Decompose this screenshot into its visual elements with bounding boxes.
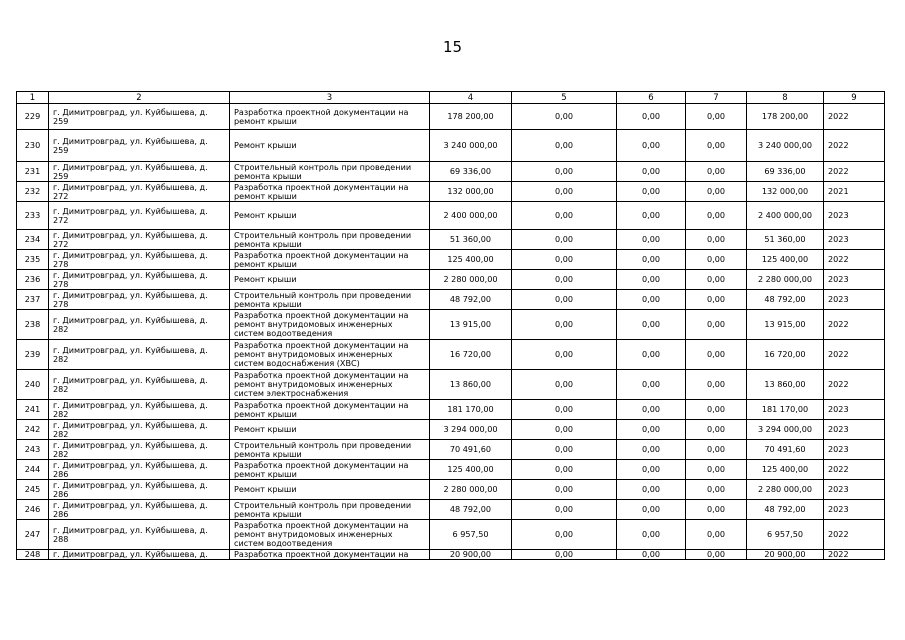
amount-col7-cell: 0,00 [686,400,747,420]
table-row [17,130,885,162]
header-cell: 8 [747,92,824,104]
amount-col4-cell: 48 792,00 [430,500,512,520]
amount-col5-cell: 0,00 [512,182,617,202]
amount-col7-cell: 0,00 [686,130,747,162]
year-cell: 2022 [824,370,885,400]
amount-col4-cell: 132 000,00 [430,182,512,202]
amount-col6-cell: 0,00 [617,440,686,460]
table-row [17,550,885,560]
amount-col7-cell: 0,00 [686,440,747,460]
amount-col7-cell: 0,00 [686,250,747,270]
year-cell: 2022 [824,550,885,560]
amount-col4-cell: 48 792,00 [430,290,512,310]
header-cell: 7 [686,92,747,104]
amount-col8-cell: 3 294 000,00 [747,420,824,440]
address-cell: г. Димитровград, ул. Куйбышева, д. 272 [49,182,230,202]
amount-col6-cell: 0,00 [617,520,686,550]
amount-col6-cell: 0,00 [617,370,686,400]
address-cell: г. Димитровград, ул. Куйбышева, д. 286 [49,500,230,520]
work-type-cell: Строительный контроль при проведении ремонта крыши [230,290,430,310]
header-cell: 2 [49,92,230,104]
table-row [17,310,885,340]
year-cell: 2023 [824,290,885,310]
work-type-cell: Разработка проектной документации на ремонт крыши [230,182,430,202]
amount-col4-cell: 69 336,00 [430,162,512,182]
table-row [17,182,885,202]
amount-col4-cell: 181 170,00 [430,400,512,420]
row-number-cell: 246 [17,500,49,520]
amount-col5-cell: 0,00 [512,104,617,130]
amount-col8-cell: 16 720,00 [747,340,824,370]
address-cell: г. Димитровград, ул. Куйбышева, д. 282 [49,420,230,440]
amount-col8-cell: 13 915,00 [747,310,824,340]
table-row [17,400,885,420]
amount-col7-cell: 0,00 [686,290,747,310]
amount-col4-cell: 70 491,60 [430,440,512,460]
work-type-cell: Ремонт крыши [230,130,430,162]
header-cell: 6 [617,92,686,104]
row-number-cell: 244 [17,460,49,480]
year-cell: 2022 [824,104,885,130]
amount-col8-cell: 2 400 000,00 [747,202,824,230]
amount-col8-cell: 132 000,00 [747,182,824,202]
amount-col4-cell: 2 280 000,00 [430,480,512,500]
work-type-cell: Строительный контроль при проведении ремонта крыши [230,440,430,460]
work-type-cell: Разработка проектной документации на ремонт внутридомовых инженерных систем водоснабжения (ХВС) [230,340,430,370]
amount-col5-cell: 0,00 [512,250,617,270]
amount-col4-cell: 6 957,50 [430,520,512,550]
row-number-cell: 240 [17,370,49,400]
row-number-cell: 239 [17,340,49,370]
amount-col5-cell: 0,00 [512,270,617,290]
amount-col5-cell: 0,00 [512,460,617,480]
table-row [17,370,885,400]
amount-col8-cell: 178 200,00 [747,104,824,130]
amount-col6-cell: 0,00 [617,290,686,310]
amount-col6-cell: 0,00 [617,230,686,250]
address-cell: г. Димитровград, ул. Куйбышева, д. 282 [49,370,230,400]
row-number-cell: 248 [17,550,49,560]
amount-col5-cell: 0,00 [512,480,617,500]
year-cell: 2022 [824,460,885,480]
table-row [17,250,885,270]
year-cell: 2023 [824,202,885,230]
amount-col7-cell: 0,00 [686,104,747,130]
amount-col8-cell: 6 957,50 [747,520,824,550]
amount-col8-cell: 51 360,00 [747,230,824,250]
header-cell: 3 [230,92,430,104]
work-type-cell: Разработка проектной документации на [230,550,430,560]
amount-col7-cell: 0,00 [686,202,747,230]
work-type-cell: Ремонт крыши [230,480,430,500]
row-number-cell: 236 [17,270,49,290]
work-type-cell: Ремонт крыши [230,420,430,440]
amount-col8-cell: 2 280 000,00 [747,480,824,500]
amount-col7-cell: 0,00 [686,162,747,182]
amount-col5-cell: 0,00 [512,162,617,182]
amount-col4-cell: 2 400 000,00 [430,202,512,230]
amount-col6-cell: 0,00 [617,480,686,500]
header-cell: 9 [824,92,885,104]
work-type-cell: Разработка проектной документации на ремонт внутридомовых инженерных систем водоотведения [230,310,430,340]
amount-col4-cell: 125 400,00 [430,250,512,270]
row-number-cell: 231 [17,162,49,182]
address-cell: г. Димитровград, ул. Куйбышева, д. 282 [49,400,230,420]
year-cell: 2023 [824,420,885,440]
work-type-cell: Строительный контроль при проведении ремонта крыши [230,230,430,250]
table-row [17,162,885,182]
year-cell: 2022 [824,520,885,550]
table-row [17,480,885,500]
amount-col7-cell: 0,00 [686,420,747,440]
amount-col6-cell: 0,00 [617,550,686,560]
row-number-cell: 238 [17,310,49,340]
year-cell: 2023 [824,480,885,500]
amount-col5-cell: 0,00 [512,130,617,162]
capital-repair-table [16,91,885,560]
table-row [17,202,885,230]
row-number-cell: 242 [17,420,49,440]
address-cell: г. Димитровград, ул. Куйбышева, д. 259 [49,104,230,130]
amount-col6-cell: 0,00 [617,182,686,202]
header-cell: 4 [430,92,512,104]
amount-col7-cell: 0,00 [686,370,747,400]
table-row [17,500,885,520]
amount-col8-cell: 70 491,60 [747,440,824,460]
year-cell: 2023 [824,400,885,420]
amount-col7-cell: 0,00 [686,310,747,340]
row-number-cell: 233 [17,202,49,230]
table-row [17,104,885,130]
table-row [17,340,885,370]
amount-col4-cell: 51 360,00 [430,230,512,250]
address-cell: г. Димитровград, ул. Куйбышева, д. [49,550,230,560]
year-cell: 2023 [824,440,885,460]
amount-col5-cell: 0,00 [512,500,617,520]
table-row [17,270,885,290]
amount-col6-cell: 0,00 [617,500,686,520]
year-cell: 2022 [824,340,885,370]
amount-col7-cell: 0,00 [686,340,747,370]
address-cell: г. Димитровград, ул. Куйбышева, д. 282 [49,310,230,340]
row-number-cell: 234 [17,230,49,250]
amount-col7-cell: 0,00 [686,182,747,202]
amount-col5-cell: 0,00 [512,340,617,370]
amount-col5-cell: 0,00 [512,370,617,400]
year-cell: 2022 [824,250,885,270]
address-cell: г. Димитровград, ул. Куйбышева, д. 282 [49,340,230,370]
amount-col8-cell: 20 900,00 [747,550,824,560]
amount-col5-cell: 0,00 [512,550,617,560]
row-number-cell: 230 [17,130,49,162]
amount-col4-cell: 3 294 000,00 [430,420,512,440]
header-cell: 1 [17,92,49,104]
amount-col4-cell: 16 720,00 [430,340,512,370]
address-cell: г. Димитровград, ул. Куйбышева, д. 278 [49,270,230,290]
amount-col8-cell: 69 336,00 [747,162,824,182]
row-number-cell: 235 [17,250,49,270]
amount-col8-cell: 2 280 000,00 [747,270,824,290]
amount-col8-cell: 3 240 000,00 [747,130,824,162]
amount-col6-cell: 0,00 [617,420,686,440]
address-cell: г. Димитровград, ул. Куйбышева, д. 286 [49,460,230,480]
amount-col8-cell: 48 792,00 [747,500,824,520]
amount-col4-cell: 20 900,00 [430,550,512,560]
amount-col5-cell: 0,00 [512,520,617,550]
header-cell: 5 [512,92,617,104]
work-type-cell: Строительный контроль при проведении ремонта крыши [230,500,430,520]
address-cell: г. Димитровград, ул. Куйбышева, д. 286 [49,480,230,500]
amount-col6-cell: 0,00 [617,310,686,340]
table-row [17,420,885,440]
work-type-cell: Разработка проектной документации на ремонт крыши [230,460,430,480]
amount-col7-cell: 0,00 [686,230,747,250]
amount-col6-cell: 0,00 [617,162,686,182]
amount-col7-cell: 0,00 [686,460,747,480]
table-row [17,440,885,460]
work-type-cell: Ремонт крыши [230,202,430,230]
amount-col8-cell: 125 400,00 [747,460,824,480]
work-type-cell: Строительный контроль при проведении ремонта крыши [230,162,430,182]
amount-col6-cell: 0,00 [617,460,686,480]
row-number-cell: 245 [17,480,49,500]
amount-col8-cell: 181 170,00 [747,400,824,420]
row-number-cell: 232 [17,182,49,202]
year-cell: 2023 [824,230,885,250]
amount-col7-cell: 0,00 [686,270,747,290]
amount-col4-cell: 178 200,00 [430,104,512,130]
table-row [17,290,885,310]
amount-col8-cell: 125 400,00 [747,250,824,270]
amount-col8-cell: 48 792,00 [747,290,824,310]
amount-col5-cell: 0,00 [512,400,617,420]
work-type-cell: Разработка проектной документации на ремонт внутридомовых инженерных систем электроснабжения [230,370,430,400]
amount-col5-cell: 0,00 [512,290,617,310]
work-type-cell: Ремонт крыши [230,270,430,290]
table-row [17,460,885,480]
header-row [17,92,885,104]
amount-col6-cell: 0,00 [617,202,686,230]
address-cell: г. Димитровград, ул. Куйбышева, д. 272 [49,230,230,250]
amount-col7-cell: 0,00 [686,550,747,560]
address-cell: г. Димитровград, ул. Куйбышева, д. 282 [49,440,230,460]
row-number-cell: 237 [17,290,49,310]
address-cell: г. Димитровград, ул. Куйбышева, д. 288 [49,520,230,550]
amount-col7-cell: 0,00 [686,480,747,500]
year-cell: 2023 [824,270,885,290]
year-cell: 2023 [824,500,885,520]
amount-col5-cell: 0,00 [512,420,617,440]
amount-col4-cell: 125 400,00 [430,460,512,480]
amount-col4-cell: 13 915,00 [430,310,512,340]
year-cell: 2022 [824,310,885,340]
amount-col6-cell: 0,00 [617,400,686,420]
amount-col8-cell: 13 860,00 [747,370,824,400]
amount-col5-cell: 0,00 [512,230,617,250]
year-cell: 2022 [824,162,885,182]
amount-col6-cell: 0,00 [617,340,686,370]
amount-col5-cell: 0,00 [512,202,617,230]
address-cell: г. Димитровград, ул. Куйбышева, д. 278 [49,250,230,270]
address-cell: г. Димитровград, ул. Куйбышева, д. 259 [49,130,230,162]
amount-col4-cell: 13 860,00 [430,370,512,400]
amount-col4-cell: 2 280 000,00 [430,270,512,290]
table-row [17,520,885,550]
address-cell: г. Димитровград, ул. Куйбышева, д. 278 [49,290,230,310]
amount-col6-cell: 0,00 [617,130,686,162]
row-number-cell: 243 [17,440,49,460]
work-type-cell: Разработка проектной документации на ремонт крыши [230,104,430,130]
amount-col6-cell: 0,00 [617,250,686,270]
year-cell: 2021 [824,182,885,202]
row-number-cell: 241 [17,400,49,420]
row-number-cell: 229 [17,104,49,130]
page-number: 15 [442,38,463,56]
year-cell: 2022 [824,130,885,162]
work-type-cell: Разработка проектной документации на ремонт крыши [230,400,430,420]
table-row [17,230,885,250]
address-cell: г. Димитровград, ул. Куйбышева, д. 272 [49,202,230,230]
amount-col7-cell: 0,00 [686,520,747,550]
work-type-cell: Разработка проектной документации на ремонт внутридомовых инженерных систем водоотведения [230,520,430,550]
amount-col5-cell: 0,00 [512,310,617,340]
amount-col4-cell: 3 240 000,00 [430,130,512,162]
amount-col6-cell: 0,00 [617,270,686,290]
amount-col7-cell: 0,00 [686,500,747,520]
amount-col6-cell: 0,00 [617,104,686,130]
work-type-cell: Разработка проектной документации на ремонт крыши [230,250,430,270]
row-number-cell: 247 [17,520,49,550]
address-cell: г. Димитровград, ул. Куйбышева, д. 259 [49,162,230,182]
amount-col5-cell: 0,00 [512,440,617,460]
